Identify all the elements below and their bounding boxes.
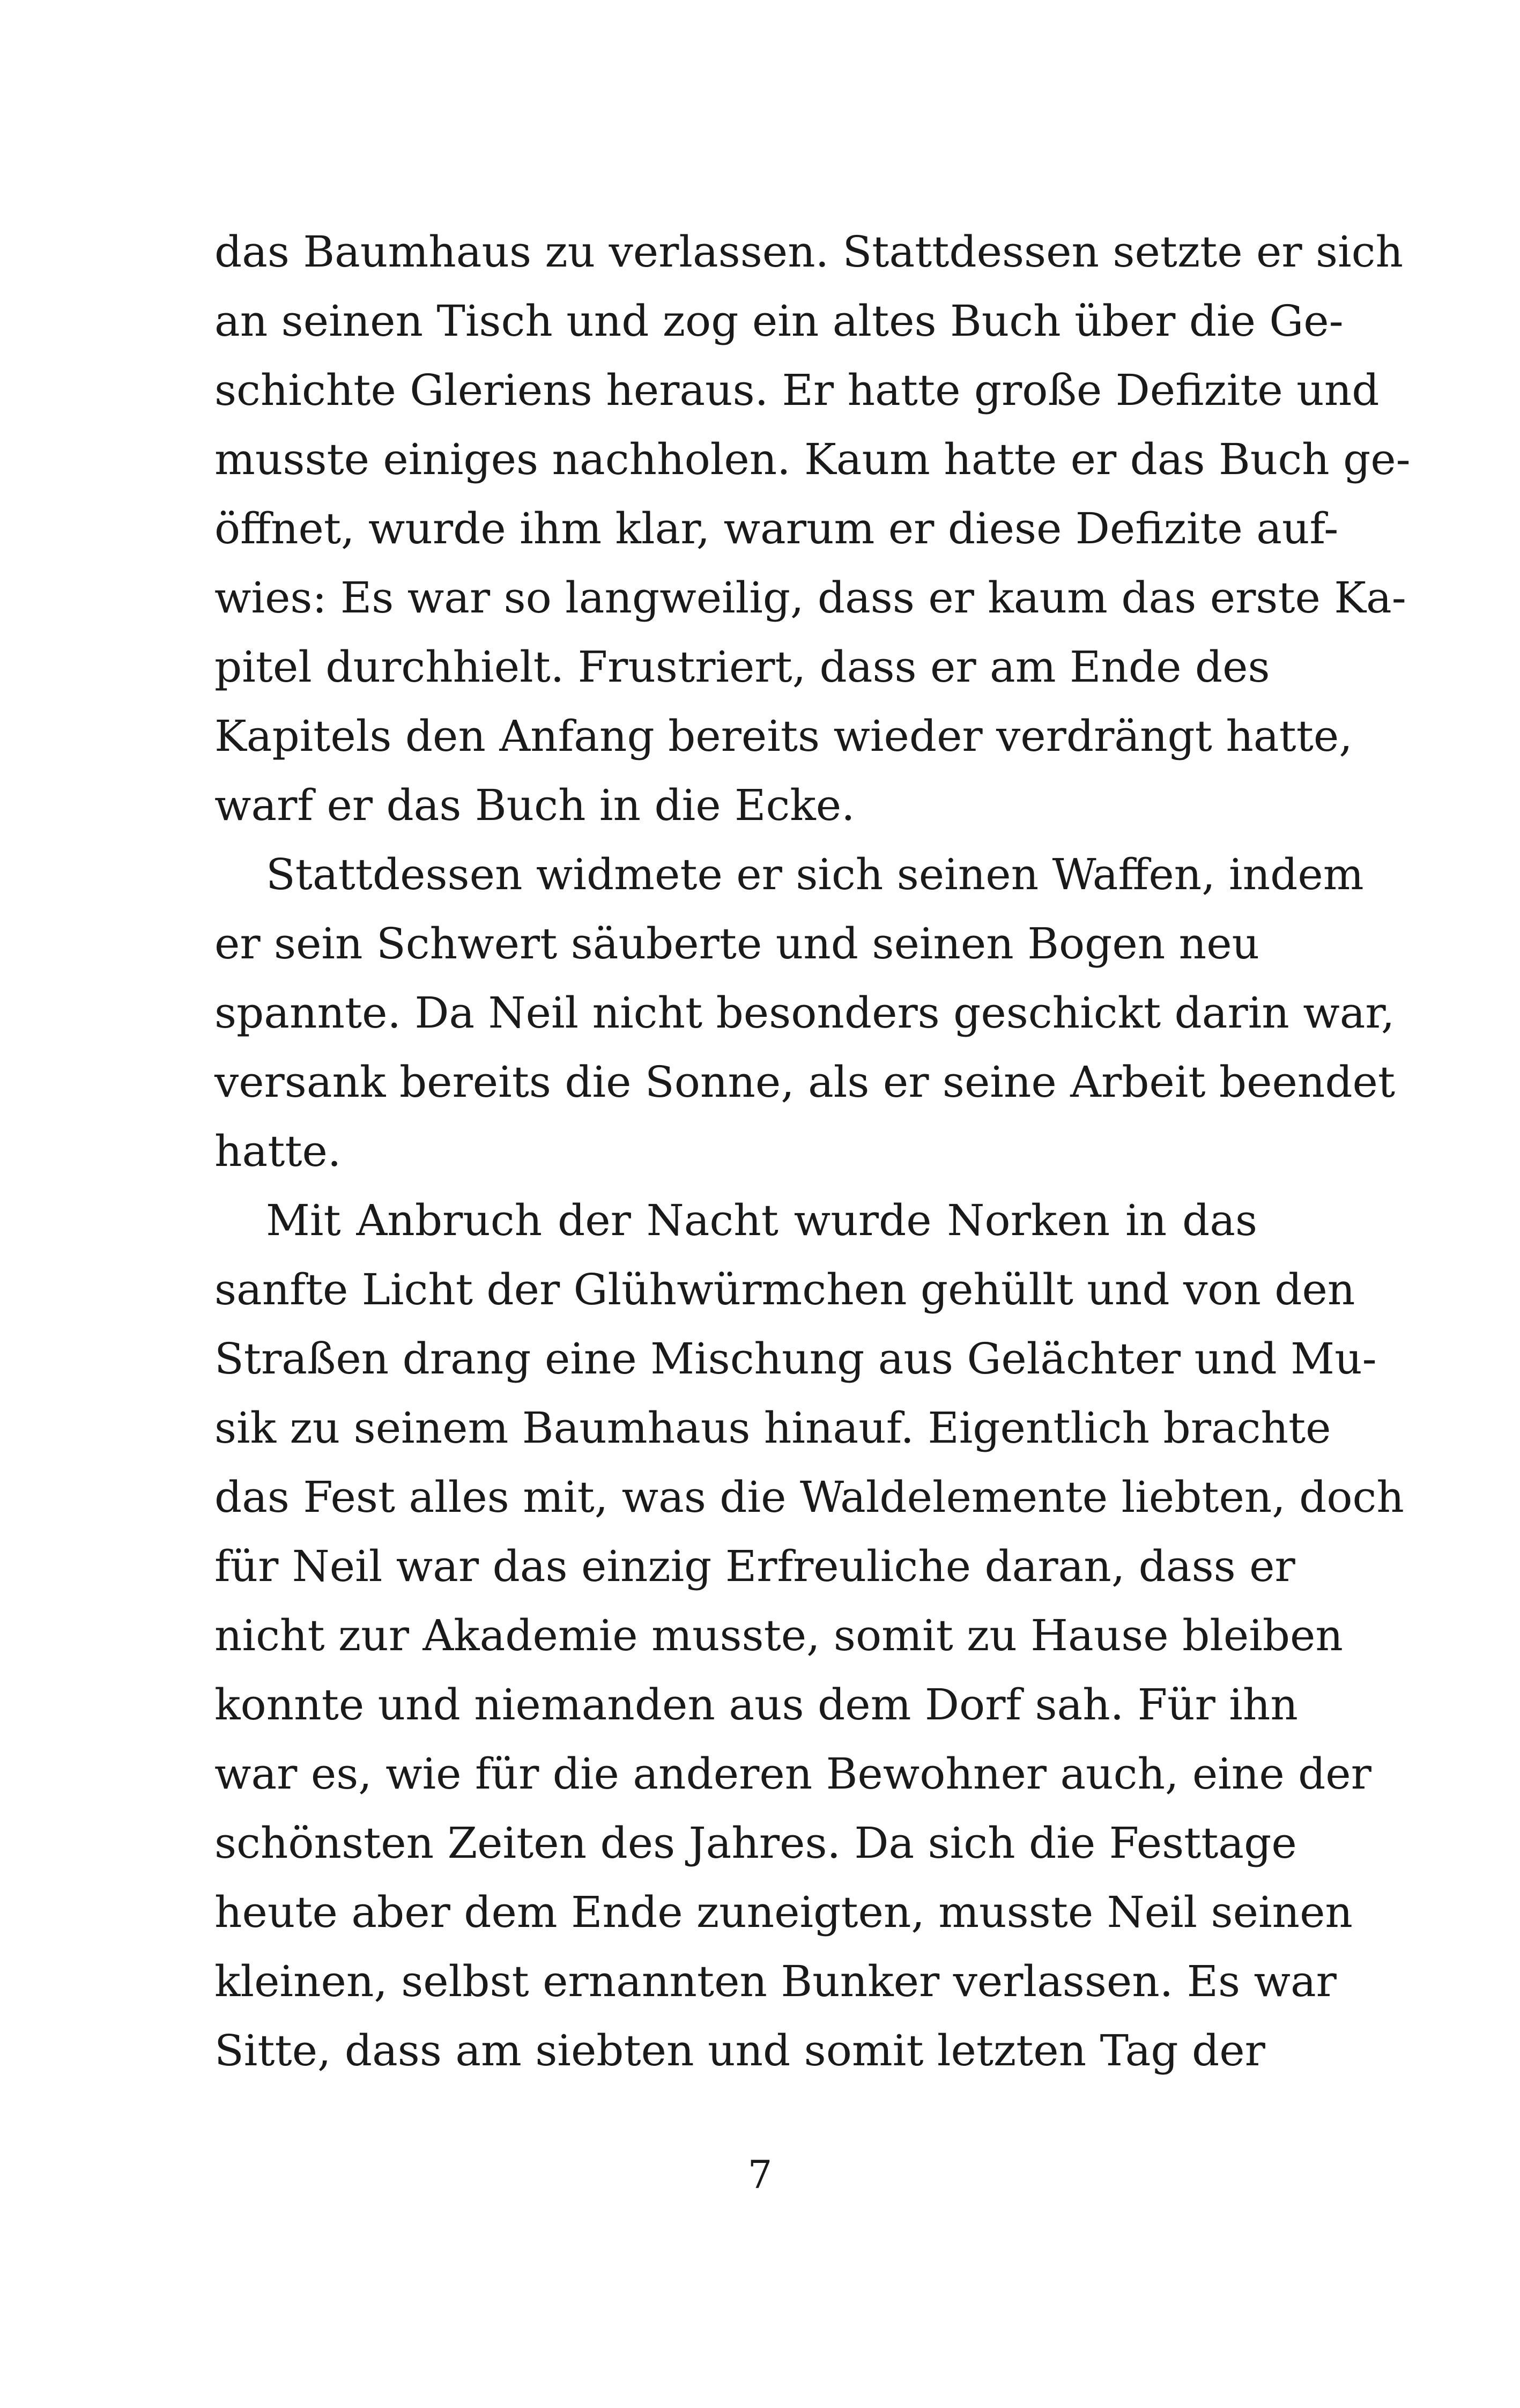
text-line: pitel durchhielt. Frustriert, dass er am Ende des	[214, 642, 1270, 692]
page-number: 7	[747, 2152, 773, 2197]
text-line: versank bereits die Sonne, als er seine Arbeit beendet	[214, 1057, 1396, 1107]
text-line: Sitte, dass am siebten und somit letzten Tag der	[214, 2026, 1265, 2075]
text-line: konnte und niemanden aus dem Dorf sah. Für ihn	[214, 1680, 1298, 1730]
text-line: sanfte Licht der Glühwürmchen gehüllt und von den	[214, 1265, 1355, 1314]
text-line: öffnet, wurde ihm klar, warum er diese Defizite auf-	[214, 504, 1339, 553]
text-line: wies: Es war so langweilig, dass er kaum das erste Ka-	[214, 573, 1406, 623]
text-line: schichte Gleriens heraus. Er hatte große Defizite und	[214, 365, 1380, 415]
text-line: musste einiges nachholen. Kaum hatte er das Buch ge-	[214, 434, 1411, 484]
text-line: für Neil war das einzig Erfreuliche daran, dass er	[214, 1541, 1295, 1591]
text-line-indented: Stattdessen widmete er sich seinen Waffen, indem	[266, 850, 1364, 899]
text-line: Straßen drang eine Mischung aus Gelächter und Mu-	[214, 1334, 1377, 1384]
text-line: nicht zur Akademie musste, somit zu Hause bleiben	[214, 1611, 1343, 1660]
text-line: sik zu seinem Baumhaus hinauf. Eigentlich brachte	[214, 1403, 1331, 1453]
text-line: schönsten Zeiten des Jahres. Da sich die Festtage	[214, 1818, 1297, 1868]
text-line: heute aber dem Ende zuneigten, musste Neil seinen	[214, 1887, 1353, 1937]
text-line: das Baumhaus zu verlassen. Stattdessen setzte er sich	[214, 227, 1403, 277]
text-line: war es, wie für die anderen Bewohner auch, eine der	[214, 1749, 1371, 1799]
text-line: spannte. Da Neil nicht besonders geschickt darin war,	[214, 988, 1395, 1038]
text-line: an seinen Tisch und zog ein altes Buch über die Ge-	[214, 296, 1344, 346]
text-line: kleinen, selbst ernannten Bunker verlassen. Es war	[214, 1956, 1337, 2006]
text-line: das Fest alles mit, was die Waldelemente liebten, doch	[214, 1472, 1404, 1522]
text-line-last: hatte.	[214, 1126, 342, 1176]
text-line: er sein Schwert säuberte und seinen Bogen neu	[214, 919, 1260, 969]
text-line: Kapitels den Anfang bereits wieder verdrängt hatte,	[214, 711, 1353, 761]
text-line-last: warf er das Buch in die Ecke.	[214, 780, 855, 830]
text-line-indented: Mit Anbruch der Nacht wurde Norken in das	[266, 1195, 1257, 1245]
body-text	[214, 217, 1411, 2085]
